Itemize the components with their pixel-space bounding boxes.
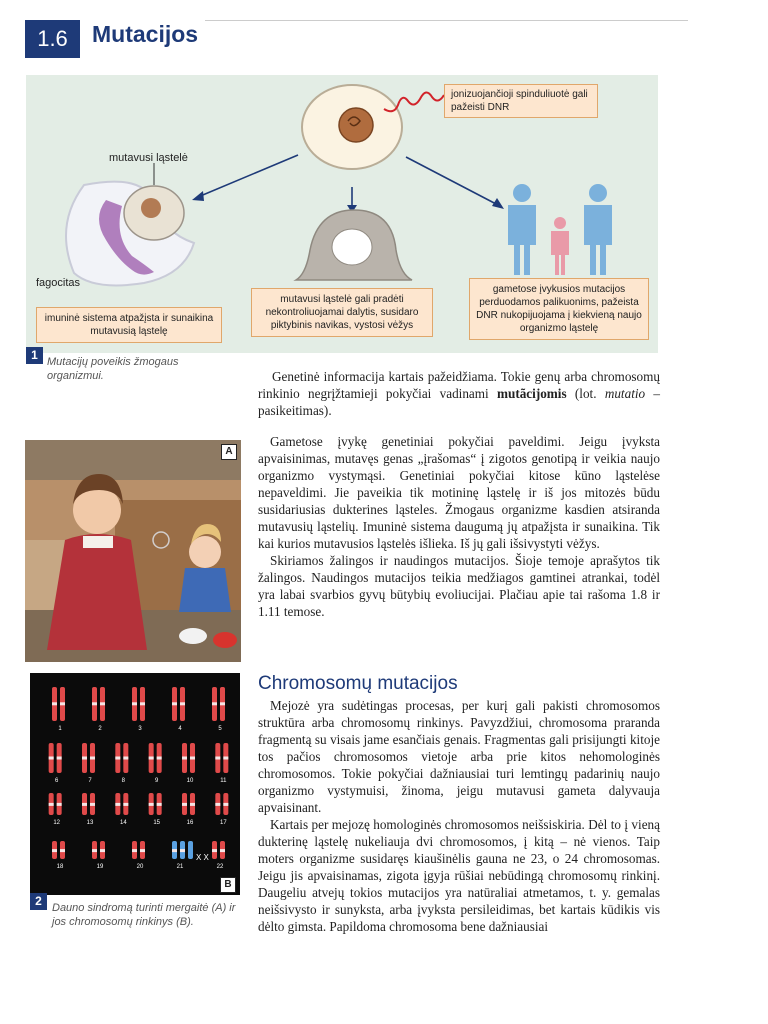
chromosome-band (52, 849, 57, 852)
chromosome-band (60, 849, 65, 852)
chromosome-number: 9 (154, 778, 159, 784)
chromosome-number: 10 (186, 778, 194, 784)
chromosome-band (132, 849, 137, 852)
callout-ionizing-radiation: jonizuojančioji spinduliuotė gali pažeisti DNR (444, 84, 598, 118)
section-heading-chromosome-mutations: Chromosomų mutacijos (258, 673, 458, 694)
chromosome-band (180, 702, 185, 705)
chromosome-number: 12 (53, 820, 61, 826)
chromosome-band (182, 757, 187, 760)
chromosome-number: 21 (176, 864, 184, 870)
page-title: Mutacijos (92, 21, 199, 47)
chromosome-band (60, 702, 65, 705)
chromosome-band (82, 803, 87, 806)
intro-text-end: – pasikeitimas). (258, 386, 660, 418)
chromosome-band (132, 702, 137, 705)
paragraph: Gametose įvykę genetiniai pokyčiai paveldimi. Jeigu įvyksta apvaisinimas, mutavęs genas „įrašomas“ į zigotos genotipą ir veikia naujo organizmo vystymąsi. Genetiniai pokyčiai kitose kūno ląstelėse nepaveldimi. Jie paveikia tik motininę ląstelę ir iš jos mitozės būdu susidariusias dukterines ląsteles. Žmogaus organizme kasdien atsiranda mutavusių ląstelių. Imuninė sistema daugumą jų atpažįsta ir sunaikina. Tik kai kurios mutavusios ląstelės išlieka. Iš jų gali išsivystyti vėžys. (258, 434, 660, 551)
chromosome-band (49, 803, 54, 806)
chromosome-number: 7 (88, 778, 92, 784)
chromosome-band (220, 849, 225, 852)
header-rule (205, 20, 688, 21)
chromosome-number: 8 (121, 778, 126, 784)
chromosome-band (123, 757, 128, 760)
chromosome-band (149, 757, 154, 760)
chromosome-number: 2 (98, 726, 102, 732)
chromosome-band (140, 702, 145, 705)
paragraph: Mejozė yra sudėtingas procesas, per kurį gali pakisti chromosomos struktūra arba chromosomų rinkinys. Pavyzdžiui, chromosoma praranda fragmentą su visais jame esančiais genais. Fragmentas gali prisijungti kitoje tos pačios chromosomos vietoje arba prie kitos nehomologinės chromosomos. Tokie pokyčiai dažniausiai turi lemtingų padarinių naujo organizmo vystymuisi, žinoma, jeigu mutavusi gameta dalyvauja apvaisinant. (258, 698, 660, 815)
term-mutation: mutãcijomis (497, 386, 567, 401)
photo-tag-a: A (221, 444, 237, 460)
chromosome-band (212, 702, 217, 705)
chromosome-band (57, 757, 62, 760)
chromosome-band (172, 849, 177, 852)
chromosome-band (123, 803, 128, 806)
chromosome-number: 5 (218, 726, 222, 732)
figure1-number: 1 (26, 347, 43, 364)
section-number-badge: 1.6 (25, 20, 80, 58)
chromosome-band (90, 757, 95, 760)
extra-chromosome-21 (188, 841, 193, 859)
chromosome-band (140, 849, 145, 852)
callout-gamete-mutation: gametose įvykusios mutacijos perduodamos palikuonims, pažeista DNR nukopijuojama į kiekvieną naujo organizmo ląstelę (469, 278, 649, 340)
chromosome-band (100, 849, 105, 852)
chromosome-band (220, 702, 225, 705)
chromosome-band (57, 803, 62, 806)
chromosome-number: 15 (153, 820, 161, 826)
label-phagocyte: fagocitas (36, 277, 81, 289)
figure1-caption: Mutacijų poveikis žmogaus organizmui. (47, 356, 179, 382)
paragraph: Skiriamos žalingos ir naudingos mutacijos. Šioje temoje aprašytos tik žalingos. Naudingos mutacijos teikia medžiagos gamtinei atrankai, todėl yra labai svarbios gyvų būtybių evoliucijai. Plačiau apie tai rašoma 1.8 ir 1.11 temose. (258, 553, 660, 619)
callout-tumor: mutavusi ląstelė gali pradėti nekontroliuojamai dalytis, susidaro piktybinis navikas, vystosi vėžys (251, 288, 433, 337)
paragraph: Kartais per mejozę homologinės chromosomos neišsiskiria. Dėl to į vieną dukterinę ląstelę nukeliauja dvi chromosomos, į kitą – nė vienos. Taip moters organizme susidaręs kiaušinėlis gauna ne 23, o 24 chromosomas. Jeigu jis apvaisinamas, zigota įgyja rūšiai nebūdingą chromosomų rinkinį. Daugeliu atvejų tokios mutacijos yra natūraliai atmetamos, t. y. gemalas neišsivysto ir sunyksta, arba įvyksta persileidimas, bet kartais kūdikis vis dėlto gimsta. Papildoma chromosoma bene dažniausiai (258, 817, 660, 934)
chromosome-band (157, 803, 162, 806)
chromosome-band (90, 803, 95, 806)
chromosome-band (92, 849, 97, 852)
karyotype-image (30, 673, 240, 895)
sex-chromosome-label: X X (196, 853, 209, 862)
body-text-chromosome-mutations (258, 697, 660, 935)
callout-immune-system: imuninė sistema atpažįsta ir sunaikina mutavusią ląstelę (36, 307, 222, 343)
chromosome-band (190, 803, 195, 806)
chromosome-band (172, 702, 177, 705)
chromosome-band (215, 803, 220, 806)
chromosome-band (212, 849, 217, 852)
body-text-heredity (258, 433, 660, 620)
photo-girl-down-syndrome (25, 440, 241, 662)
chromosome-number: 11 (220, 778, 227, 784)
chromosome-band (223, 803, 228, 806)
label-mutated-cell: mutavusi ląstelė (109, 152, 188, 164)
figure2-caption: Dauno sindromą turinti mergaitė (A) ir jos chromosomų rinkinys (B). (52, 902, 236, 928)
chromosome-number: 6 (54, 778, 59, 784)
chromosome-band (149, 803, 154, 806)
chromosome-band (49, 757, 54, 760)
intro-text-mid: (lot. (566, 386, 605, 401)
family-icon (508, 184, 612, 275)
chromosome-number: 1 (58, 726, 62, 732)
intro-paragraph (258, 368, 660, 419)
chromosome-number: 4 (178, 726, 182, 732)
figure-mutation-effects (26, 75, 658, 353)
chromosome-band (82, 757, 87, 760)
chromosome-band (182, 803, 187, 806)
chromosome-number: 13 (86, 820, 94, 826)
chromosome-number: 20 (136, 864, 144, 870)
chromosome-band (190, 757, 195, 760)
chromosome-number: 14 (119, 820, 127, 826)
photo-tag-b: B (220, 877, 236, 893)
chromosome-number: 3 (138, 726, 142, 732)
chromosome-number: 18 (56, 864, 64, 870)
chromosome-band (92, 702, 97, 705)
chromosome-band (52, 702, 57, 705)
chromosome-number: 22 (216, 864, 224, 870)
latin-term: mutatio (604, 386, 646, 401)
photo-illustration (25, 440, 241, 662)
chromosome-number: 17 (219, 820, 227, 826)
chromosome-band (100, 702, 105, 705)
chromosome-band (223, 757, 228, 760)
chromosome-band (115, 803, 120, 806)
intro-text: Genetinė informacija kartais pažeidžiama. Tokie genų arba chromosomų rinkinio negrįžtamieji pokyčiai vadinami (258, 369, 660, 401)
figure2-number: 2 (30, 893, 47, 910)
chromosome-band (215, 757, 220, 760)
chromosome-number: 19 (96, 864, 104, 870)
chromosome-band (180, 849, 185, 852)
chromosome-band (115, 757, 120, 760)
chromosome-number: 16 (186, 820, 194, 826)
chromosome-band (157, 757, 162, 760)
